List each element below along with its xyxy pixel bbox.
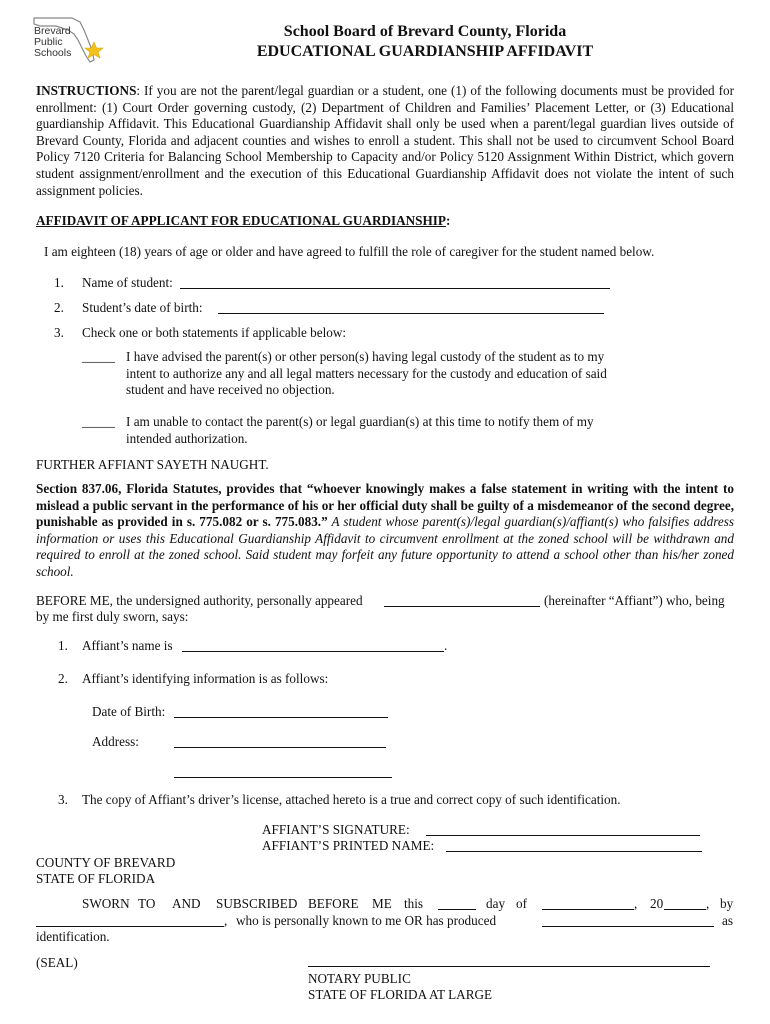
item-1-num: 1.	[54, 275, 64, 290]
affiant-name-label: Affiant’s name is	[82, 638, 173, 653]
printed-name-label: AFFIANT’S PRINTED NAME:	[262, 838, 435, 853]
instructions-paragraph	[36, 83, 734, 199]
check-1-blank[interactable]: _____	[82, 349, 115, 364]
sworn-comma-2: ,	[706, 896, 710, 911]
sworn-w7: this	[404, 896, 424, 911]
logo-line2: Public	[34, 36, 63, 48]
printed-name-field[interactable]	[446, 840, 702, 852]
sworn-w1: SWORN	[82, 896, 130, 911]
sworn-by: by	[720, 896, 734, 911]
affidavit-heading-row	[36, 213, 450, 230]
before-me-part1: BEFORE ME, the undersigned authority, personally appeared	[36, 593, 363, 608]
student-name-field[interactable]	[180, 277, 610, 289]
affiant-name-period: .	[444, 638, 448, 653]
statute-bold-text: Section 837.06, Florida Statutes, provides that “whoever knowingly makes a false statement in writing with the intent to mislead a public servant in the performance of his or her official duty shall be guilty of a misdemeanor of the second degree, punishable as provided in s. 775.082 or s. 775.083.”	[36, 481, 734, 530]
affidavit-heading-colon: :	[445, 213, 451, 228]
affiant-address-field-1[interactable]	[174, 736, 386, 748]
intro-text: I am eighteen (18) years of age or older and have agreed to fulfill the role of caregiver for the student named below.	[44, 244, 655, 259]
check-statements-label: Check one or both statements if applicable below:	[82, 325, 347, 340]
statute-paragraph	[36, 481, 734, 581]
logo-line1: Brevard	[34, 25, 71, 37]
sworn-comma-1: ,	[634, 896, 638, 911]
signature-field[interactable]	[426, 824, 700, 836]
statute-italic-text: A student whose parent(s)/legal guardian(s)/affiant(s) who falsifies address information or uses this Educational Guardianship Affidavit to circumvent enrollment at the zoned school will be withdrawn and required to enroll at the zoned school. Said student may forfeit any future opportunity to attend a school other than his/her zoned school.	[36, 514, 734, 579]
affiant-dob-field[interactable]	[174, 706, 388, 718]
further-affiant-text: FURTHER AFFIANT SAYETH NAUGHT.	[36, 457, 269, 472]
license-copy-text: The copy of Affiant’s driver’s license, attached hereto is a true and correct copy of such identification.	[82, 792, 621, 807]
sworn-line3: identification.	[36, 929, 110, 944]
sworn-w2: TO	[138, 896, 156, 911]
check-1-text: I have advised the parent(s) or other person(s) having legal custody of the student as to my intent to authorize any and all legal matters necessary for the custody and education of said student and have received no objection.	[126, 349, 607, 398]
brevard-logo	[28, 12, 106, 70]
sworn-name-field[interactable]	[36, 915, 224, 927]
page-subtitle: EDUCATIONAL GUARDIANSHIP AFFIDAVIT	[256, 43, 594, 60]
check-2-blank[interactable]: _____	[82, 414, 115, 429]
star-icon	[85, 42, 103, 58]
affiant-name-field[interactable]	[182, 640, 444, 652]
affiant-item-1-num: 1.	[58, 638, 68, 653]
sworn-w5: BEFORE	[308, 896, 359, 911]
affiant-address-label: Address:	[92, 734, 139, 749]
instructions-text: : If you are not the parent/legal guardian or a student, one (1) of the following documents must be provided for enrollment: (1) Court Order governing custody, (2) Department of Children and Families’ Placement Letter, or (3) Educational guardianship Affidavit. This Educational Guardianship Affidavit shall only be used when a parent/legal guardian lives outside of Brevard County, Florida and adjacent counties and wishes to enroll a student. This shall not be used to circumvent School Board Policy 7120 Criteria for Balancing School Membership to Capacity and/or Policy 5120 Assignment Within District, which govern student assignment/enrollment and the execution of this Educational Guardianship Affidavit does not violate the intent of such assignment policies.	[36, 83, 734, 198]
before-me-line2: by me first duly sworn, says:	[36, 609, 189, 624]
student-name-label: Name of student:	[82, 275, 173, 290]
student-dob-field[interactable]	[218, 302, 604, 314]
page-title: School Board of Brevard County, Florida	[283, 23, 567, 40]
check-2-text: I am unable to contact the parent(s) or legal guardian(s) at this time to notify them of my intended authorization.	[126, 414, 594, 446]
affiant-appeared-field[interactable]	[384, 595, 540, 607]
logo-line3: Schools	[34, 47, 72, 59]
sworn-line2-text: who is personally known to me OR has produced	[236, 913, 497, 928]
affidavit-heading: AFFIDAVIT OF APPLICANT FOR EDUCATIONAL GUARDIANSHIP	[36, 213, 446, 228]
sworn-as: as	[722, 913, 733, 928]
notary-state-text: STATE OF FLORIDA AT LARGE	[308, 987, 493, 1002]
instructions-label: INSTRUCTIONS	[36, 83, 137, 98]
item-2-num: 2.	[54, 300, 64, 315]
item-3-num: 3.	[54, 325, 64, 340]
sworn-year-field[interactable]	[664, 898, 706, 910]
county-text: COUNTY OF BREVARD	[36, 855, 176, 870]
sworn-w6: ME	[372, 896, 392, 911]
signature-label: AFFIANT’S SIGNATURE:	[262, 822, 410, 837]
affiant-id-info-label: Affiant’s identifying information is as follows:	[82, 671, 329, 686]
affiant-address-field-2[interactable]	[174, 766, 392, 778]
sworn-month-field[interactable]	[542, 898, 634, 910]
sworn-w8: day	[486, 896, 506, 911]
sworn-w3: AND	[172, 896, 201, 911]
sworn-produced-field[interactable]	[542, 915, 714, 927]
sworn-w9: of	[516, 896, 527, 911]
affiant-item-2-num: 2.	[58, 671, 68, 686]
affiant-item-3-num: 3.	[58, 792, 68, 807]
sworn-w4: SUBSCRIBED	[216, 896, 298, 911]
state-text: STATE OF FLORIDA	[36, 871, 156, 886]
sworn-comma-3: ,	[224, 913, 228, 928]
sworn-day-field[interactable]	[438, 898, 476, 910]
sworn-year-prefix: 20	[650, 896, 664, 911]
notary-public-text: NOTARY PUBLIC	[308, 971, 411, 986]
notary-signature-line[interactable]	[308, 966, 710, 967]
seal-text: (SEAL)	[36, 955, 78, 970]
affiant-dob-label: Date of Birth:	[92, 704, 166, 719]
before-me-part2: (hereinafter “Affiant”) who, being	[544, 593, 725, 608]
student-dob-label: Student’s date of birth:	[82, 300, 203, 315]
